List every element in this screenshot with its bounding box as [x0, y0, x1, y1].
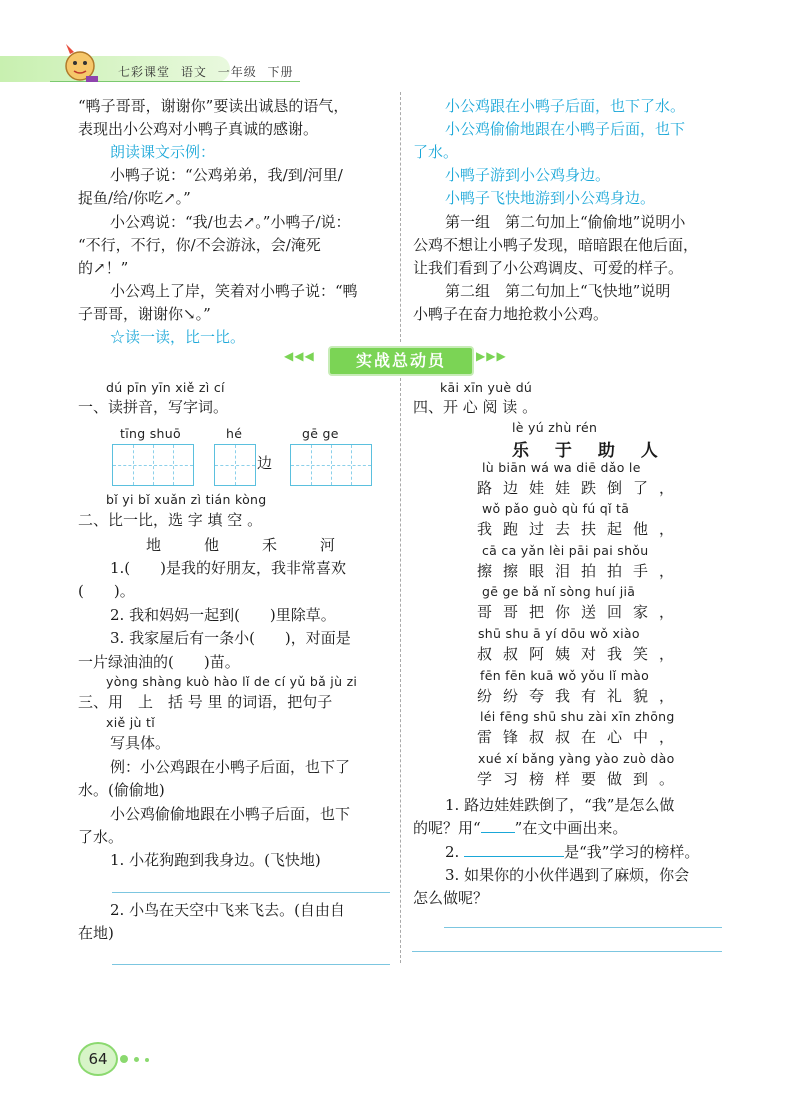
- text-line: 第一组 第二句加上“偷偷地”说明小: [445, 213, 686, 231]
- text-line: 1. 路边娃娃跌倒了，“我”是怎么做: [445, 796, 675, 814]
- text-line: 捉鱼/给/你吃↗。”: [78, 189, 191, 207]
- text-line: 小鸭子说：“公鸡弟弟，我/到/河里/: [110, 166, 343, 184]
- poem-title-pinyin: lè yú zhù rén: [512, 420, 598, 435]
- decor-dot: [120, 1055, 128, 1063]
- text-line: 小鸭子在奋力地抢救小公鸡。: [413, 305, 609, 323]
- pinyin-word: gē ge: [302, 426, 339, 441]
- text-line: 怎么做呢？: [413, 889, 489, 907]
- text-line: 2. 我和妈妈一起到( )里除草。: [110, 606, 336, 624]
- compare-sentence: 小公鸡跟在小鸭子后面，也下了水。: [445, 97, 686, 115]
- demo-title: 朗读课文示例：: [110, 143, 216, 161]
- pinyin-title: yòng shàng kuò hào lǐ de cí yǔ bǎ jù zi: [106, 674, 358, 689]
- poem-line: 学习榜样要做到。: [477, 770, 686, 788]
- text-span: 的呢？用“: [413, 819, 481, 837]
- text-line: 子哥哥，谢谢你↘。”: [78, 305, 211, 323]
- text-line: “鸭子哥哥，谢谢你”要读出诚恳的语气，: [78, 97, 349, 115]
- pinyin-word: tīng shuō: [120, 426, 181, 441]
- pinyin-word: hé: [226, 426, 243, 441]
- text-line: ( )。: [78, 582, 135, 600]
- text-line: 让我们看到了小公鸡调皮、可爱的样子。: [413, 259, 684, 277]
- poem-line: 哥哥把你送回家，: [477, 603, 686, 621]
- question-title: 写具体。: [110, 734, 171, 752]
- compare-sentence: 了水。: [413, 143, 459, 161]
- header-grade: 一年级: [217, 65, 257, 79]
- poem-line: 我跑过去扶起他，: [477, 520, 686, 538]
- compare-sentence: 小鸭子游到小公鸡身边。: [445, 166, 611, 184]
- poem-pinyin: cā ca yǎn lèi pāi pai shǒu: [482, 543, 649, 558]
- poem-pinyin: gē ge bǎ nǐ sòng huí jiā: [482, 584, 636, 599]
- text-line: [413, 818, 627, 838]
- blank-underline: [481, 820, 515, 833]
- banner-arrows-right: ▶▶▶: [476, 349, 507, 363]
- choice-chars: 地 他 禾 河: [146, 536, 350, 554]
- fixed-char: 边: [257, 454, 273, 472]
- write-box[interactable]: [112, 444, 194, 486]
- poem-title: 乐 于 助 人: [512, 441, 668, 461]
- poem-pinyin: fēn fēn kuā wǒ yǒu lǐ mào: [480, 668, 650, 683]
- question-title: 四、开 心 阅 读 。: [413, 398, 538, 416]
- banner-arrows-left: ◀◀◀: [284, 349, 315, 363]
- section-title: 实战总动员: [328, 346, 474, 376]
- poem-pinyin: léi fēng shū shu zài xīn zhōng: [480, 709, 675, 724]
- column-divider-top: [400, 92, 401, 342]
- text-span: 2.: [445, 843, 460, 861]
- poem-line: 雷锋叔叔在心中，: [477, 728, 686, 746]
- answer-line[interactable]: [412, 951, 722, 952]
- pinyin-title: xiě jù tǐ: [106, 715, 155, 730]
- compare-sentence: 小鸭子飞快地游到小公鸡身边。: [445, 189, 656, 207]
- text-line: 3. 我家屋后有一条小( )，对面是: [110, 629, 351, 647]
- text-line: 在地): [78, 924, 114, 942]
- pinyin-title: kāi xīn yuè dú: [440, 380, 533, 395]
- text-line: 小公鸡说：“我/也去↗。”小鸭子/说：: [110, 213, 351, 231]
- text-line: 公鸡不想让小鸭子发现，暗暗跟在他后面，: [413, 236, 699, 254]
- poem-pinyin: shū shu ā yí dōu wǒ xiào: [478, 626, 640, 641]
- text-line: 小公鸡上了岸，笑着对小鸭子说：“鸭: [110, 282, 358, 300]
- decor-dot: [145, 1058, 149, 1062]
- answer-line[interactable]: [112, 892, 390, 893]
- poem-pinyin: lù biān wá wa diē dǎo le: [482, 460, 641, 475]
- answer-line[interactable]: [444, 927, 722, 928]
- text-line: 小公鸡偷偷地跟在小鸭子后面，也下: [110, 805, 351, 823]
- decor-dot: [134, 1057, 139, 1062]
- text-line: 1.( )是我的好朋友，我非常喜欢: [110, 559, 347, 577]
- question-title: 三、用 上 括 号 里 的词语，把句子: [78, 693, 333, 711]
- text-line: “不行，不行，你/不会游泳，会/淹死: [78, 236, 321, 254]
- header-volume: 下册: [267, 65, 294, 79]
- poem-pinyin: wǒ pǎo guò qù fú qǐ tā: [482, 501, 630, 516]
- text-line: 3. 如果你的小伙伴遇到了麻烦，你会: [445, 866, 690, 884]
- column-divider-bottom: [400, 378, 401, 963]
- text-line: 了水。: [78, 828, 124, 846]
- write-box[interactable]: [290, 444, 372, 486]
- text-line: 例：小公鸡跟在小鸭子后面，也下了: [110, 758, 351, 776]
- text-span: 是“我”学习的榜样。: [564, 843, 700, 861]
- question-title: 二、比一比，选 字 填 空 。: [78, 511, 263, 529]
- write-box[interactable]: [214, 444, 256, 486]
- header-title: [118, 63, 294, 80]
- pinyin-title: bǐ yi bǐ xuǎn zì tián kòng: [106, 492, 267, 507]
- text-line: 一片绿油油的( )苗。: [78, 653, 240, 671]
- poem-pinyin: xué xí bǎng yàng yào zuò dào: [478, 751, 675, 766]
- poem-line: 纷纷夸我有礼貌，: [477, 687, 686, 705]
- mascot-icon: [56, 40, 104, 84]
- header-subject: 语文: [180, 65, 207, 79]
- question-title: 一、读拼音，写字词。: [78, 398, 229, 416]
- text-line: 1. 小花狗跑到我身边。(飞快地): [110, 851, 321, 869]
- compare-sentence: 小公鸡偷偷地跟在小鸭子后面，也下: [445, 120, 686, 138]
- page-number: 64: [78, 1042, 118, 1076]
- answer-line[interactable]: [112, 964, 390, 965]
- poem-line: 叔叔阿姨对我笑，: [477, 645, 686, 663]
- text-line: 表现出小公鸡对小鸭子真诚的感谢。: [78, 120, 319, 138]
- pinyin-title: dú pīn yīn xiě zì cí: [106, 380, 225, 395]
- header-book: 七彩课堂: [118, 65, 171, 79]
- text-line: 2. 小鸟在天空中飞来飞去。(自由自: [110, 901, 345, 919]
- text-line: [445, 842, 699, 862]
- poem-line: 路边娃娃跌倒了，: [477, 479, 686, 497]
- text-span: ”在文中画出来。: [514, 819, 628, 837]
- text-line: 第二组 第二句加上“飞快地”说明: [445, 282, 671, 300]
- text-line: 的↗！”: [78, 259, 129, 277]
- poem-line: 擦擦眼泪拍拍手，: [477, 562, 686, 580]
- text-line: 水。(偷偷地): [78, 781, 165, 799]
- answer-blank[interactable]: [464, 842, 564, 857]
- read-compare-title: ☆读一读，比一比。: [110, 328, 246, 346]
